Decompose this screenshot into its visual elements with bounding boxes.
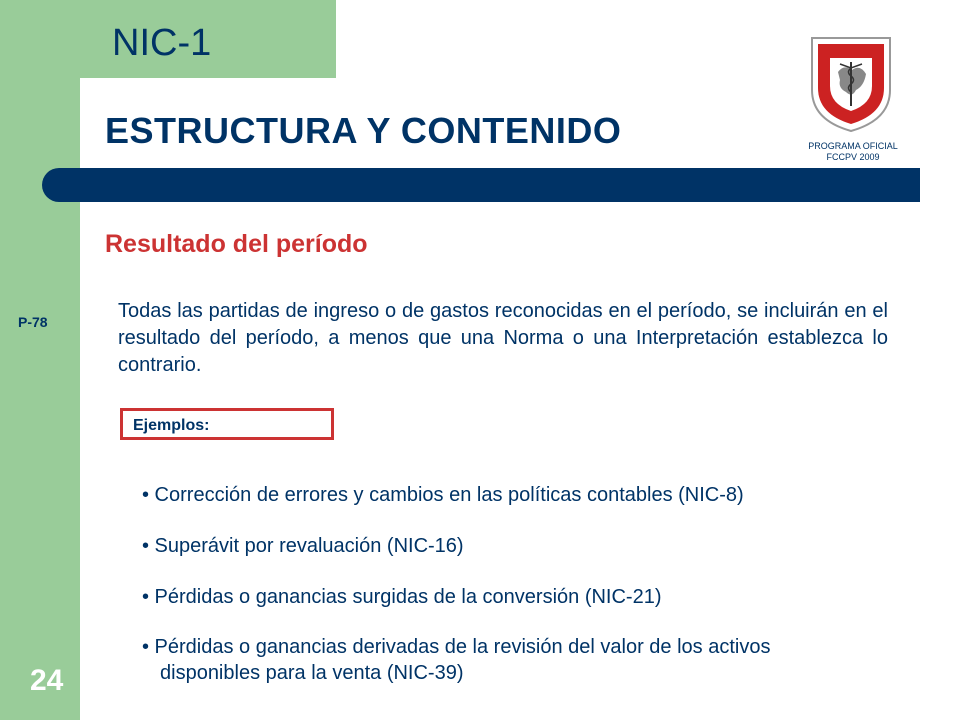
header-divider-bar (42, 168, 920, 202)
example-item: • Superávit por revaluación (NIC-16) (142, 535, 464, 557)
standard-code: NIC-1 (112, 22, 212, 64)
example-item: • Pérdidas o ganancias derivadas de la revisión del valor de los activos disponibles para la venta (NIC-39) (142, 636, 771, 684)
examples-label: Ejemplos: (133, 417, 210, 434)
fccpv-seal-logo (808, 34, 894, 134)
examples-box (120, 408, 334, 440)
logo-caption-line1: PROGRAMA OFICIAL (808, 141, 898, 151)
logo-caption (788, 141, 918, 163)
example-item: • Pérdidas o ganancias surgidas de la conversión (NIC-21) (142, 586, 662, 608)
paragraph-reference: P-78 (18, 314, 48, 330)
example-item: • Corrección de errores y cambios en las políticas contables (NIC-8) (142, 484, 744, 506)
page-number: 24 (30, 664, 64, 697)
section-title: Resultado del período (105, 230, 368, 258)
body-paragraph: Todas las partidas de ingreso o de gastos reconocidas en el período, se incluirán en el resultado del período, a menos que una Norma o una Interpretación establezca lo contrario. (118, 300, 888, 376)
left-green-band (0, 0, 80, 720)
logo-caption-line2: FCCPV 2009 (826, 152, 880, 162)
slide-title: ESTRUCTURA Y CONTENIDO (105, 110, 622, 151)
